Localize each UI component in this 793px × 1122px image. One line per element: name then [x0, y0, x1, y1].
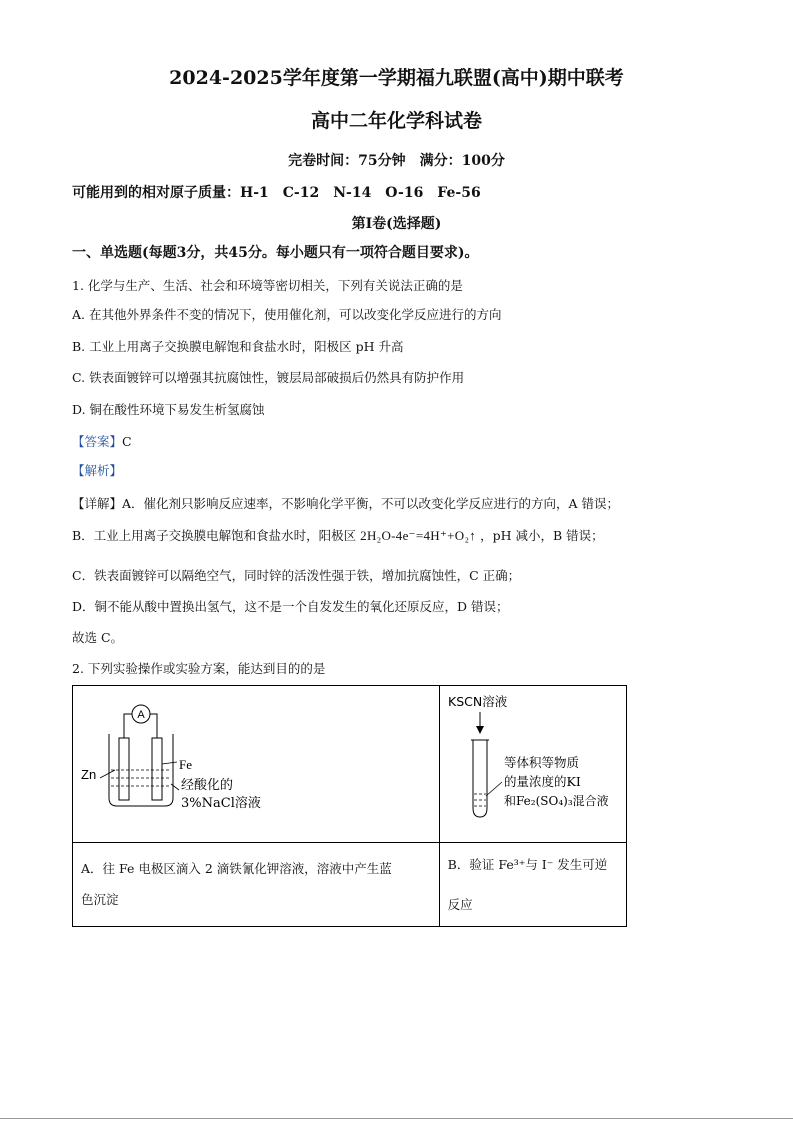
wire-right	[150, 714, 157, 738]
q1-option-d: D. 铜在酸性环境下易发生析氢腐蚀	[72, 402, 265, 417]
test-tube	[473, 740, 487, 817]
q1-option-a: A. 在其他外界条件不变的情况下，使用催化剂，可以改变化学反应进行的方向	[72, 307, 502, 322]
q2-options-table	[72, 685, 627, 927]
zn-label: Zn	[81, 767, 97, 782]
solution-label-2: 3%NaCl溶液	[181, 796, 261, 811]
q2-option-b-line1: B．验证 Fe³⁺与 I⁻ 发生可逆	[447, 857, 608, 872]
detail-b	[72, 526, 604, 544]
analysis-label: 【解析】	[72, 463, 123, 478]
zn-electrode	[119, 738, 129, 800]
q2-option-b-line2: 反应	[447, 897, 473, 912]
solution-label-1: 经酸化的	[181, 778, 234, 793]
arrow-head-icon	[476, 726, 484, 734]
answer-value: C	[122, 434, 132, 449]
galvanic-cell-diagram	[73, 686, 440, 842]
mix-desc-3: 和Fe₂(SO₄)₃混合液	[503, 794, 609, 808]
q1-answer	[72, 432, 132, 450]
kscn-label: KSCN溶液	[447, 694, 507, 709]
fe-label: Fe	[179, 757, 192, 772]
q2-stem: 2. 下列实验操作或实验方案，能达到目的的是	[72, 661, 326, 676]
detail-conclusion: 故选 C。	[72, 630, 124, 645]
q2-option-a-line1: A．往 Fe 电极区滴入 2 滴铁氰化钾溶液，溶液中产生蓝	[81, 861, 392, 876]
q2-option-a-line2: 色沉淀	[81, 892, 119, 907]
diagram-b-cell	[439, 686, 626, 843]
q1-stem: 1. 化学与生产、生活、社会和环境等密切相关，下列有关说法正确的是	[72, 278, 463, 293]
q1-option-c: C. 铁表面镀锌可以增强其抗腐蚀性，镀层局部破损后仍然具有防护作用	[72, 370, 465, 385]
ammeter-label: A	[137, 709, 145, 721]
detail-a: 【详解】A．催化剂只影响反应速率，不影响化学平衡，不可以改变化学反应进行的方向，A 错误；	[72, 496, 620, 511]
detail-d: D．铜不能从酸中置换出氢气，这不是一个自发发生的氧化还原反应，D 错误；	[72, 599, 509, 614]
exam-subtitle: 高中二年化学科试卷	[310, 110, 482, 132]
test-tube-diagram	[440, 686, 627, 842]
detail-c: C．铁表面镀锌可以隔绝空气，同时锌的活泼性强于铁，增加抗腐蚀性，C 正确；	[72, 568, 521, 583]
wire-left	[124, 714, 132, 738]
option-b-cell	[439, 843, 626, 927]
answer-label: 【答案】	[72, 434, 123, 449]
mix-desc-2: 的量浓度的KI	[503, 774, 581, 789]
exam-info: 完卷时间：75分钟 满分：100分	[288, 153, 505, 169]
equation: 2H₂O-4e⁻=4H⁺+O₂↑	[360, 528, 477, 543]
volume-title: 第Ⅰ卷(选择题)	[351, 216, 442, 232]
page-bottom-divider	[0, 1118, 793, 1119]
exam-title: 2024-2025学年度第一学期福九联盟(高中)期中联考	[169, 67, 624, 89]
tube-solution	[474, 794, 486, 806]
diagram-a-cell	[73, 686, 440, 843]
section-heading: 一、单选题(每题3分，共45分。每小题只有一项符合题目要求)。	[72, 245, 479, 261]
q1-option-b: B. 工业上用离子交换膜电解饱和食盐水时，阳极区 pH 升高	[72, 339, 404, 354]
option-a-cell	[73, 843, 440, 927]
detail-b-tail: ，pH 减小，B 错误；	[480, 528, 604, 543]
mix-desc-1: 等体积等物质	[503, 755, 579, 770]
detail-b-text: B．工业上用离子交换膜电解饱和食盐水时，阳极区	[72, 528, 357, 543]
fe-electrode	[152, 738, 162, 800]
atomic-masses: 可能用到的相对原子质量：H-1 C-12 N-14 O-16 Fe-56	[72, 185, 481, 201]
